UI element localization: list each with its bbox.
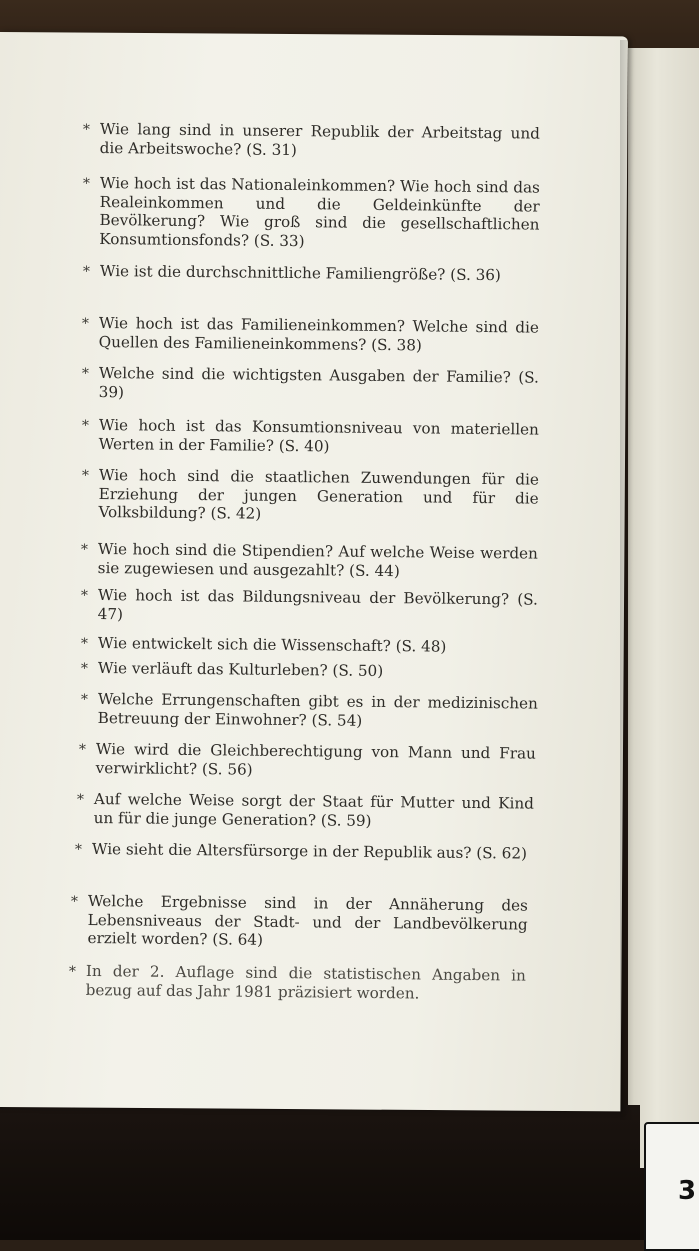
- item-text: Wie hoch ist das Familieneinkommen? Welche sind die Quellen des Familieneinkommens? (S. 38): [98, 314, 539, 354]
- item-text: Auf welche Weise sorgt der Staat für Mutter und Kind un für die junge Generation? (S. 59): [93, 790, 534, 830]
- asterisk-icon: *: [80, 541, 88, 558]
- item-text: Wie hoch sind die staatlichen Zuwendungen für die Erziehung der jungen Generation und für die Volksbildung? (S. 42): [98, 466, 539, 523]
- item-text: Wie hoch ist das Bildungsniveau der Bevölkerung? (S. 47): [97, 586, 538, 623]
- item-text: Welche Errungenschaften gibt es in der medizinischen Betreuung der Einwohner? (S. 54): [97, 690, 538, 730]
- asterisk-icon: *: [82, 263, 90, 280]
- list-item: [80, 634, 538, 657]
- list-item: [80, 690, 538, 732]
- asterisk-icon: *: [80, 635, 88, 652]
- asterisk-icon: *: [81, 365, 89, 382]
- asterisk-icon: *: [80, 660, 88, 677]
- library-label-number: 3: [678, 1176, 697, 1206]
- asterisk-icon: *: [81, 467, 89, 484]
- item-text: In der 2. Auflage sind die statistischen Angaben in bezug auf das Jahr 1981 präzisiert worden.: [85, 962, 526, 1002]
- footnote: [68, 962, 526, 1004]
- asterisk-icon: *: [74, 841, 82, 858]
- item-text: Welche sind die wichtigsten Ausgaben der Familie? (S. 39): [98, 364, 539, 401]
- item-text: Welche Ergebnisse sind in der Annäherung des Lebensniveaus der Stadt- und der Landbevölkerung erzielt worden? (S. 64): [87, 892, 528, 949]
- list-item: [81, 364, 539, 406]
- list-item: [70, 892, 528, 952]
- item-text: Wie wird die Gleichberechtigung von Mann und Frau verwirklicht? (S. 56): [95, 740, 536, 779]
- list-item: [80, 659, 538, 682]
- list-item: [81, 314, 539, 356]
- list-item: [80, 540, 538, 582]
- list-item: [76, 790, 534, 832]
- list-item: [80, 586, 538, 628]
- item-text: Wie ist die durchschnittliche Familiengröße? (S. 36): [99, 262, 501, 285]
- asterisk-icon: *: [76, 791, 84, 808]
- asterisk-icon: *: [70, 893, 78, 910]
- asterisk-icon: *: [80, 587, 88, 604]
- asterisk-icon: *: [82, 121, 90, 138]
- item-text: Wie lang sind in unserer Republik der Arbeitstag und die Arbeitswoche? (S. 31): [99, 120, 540, 159]
- asterisk-icon: *: [81, 315, 89, 332]
- list-item: [78, 740, 536, 782]
- item-text: Wie hoch sind die Stipendien? Auf welche Weise werden sie zugewiesen und ausgezahlt? (S. 44): [97, 540, 538, 580]
- item-text: Wie entwickelt sich die Wissenschaft? (S. 48): [97, 634, 447, 656]
- item-text: Wie hoch ist das Nationaleinkommen? Wie hoch sind das Realeinkommen und die Geldeinkünfte der Bevölkerung? Wie groß sind die gesellschaftlichen Konsumtionsfonds? (S. 33): [99, 174, 540, 250]
- item-text: Wie verläuft das Kulturleben? (S. 50): [97, 659, 384, 680]
- asterisk-icon: *: [82, 175, 90, 192]
- list-item: [82, 262, 540, 285]
- asterisk-icon: *: [81, 417, 89, 434]
- asterisk-icon: *: [68, 963, 76, 980]
- item-text: Wie sieht die Altersfürsorge in der Republik aus? (S. 62): [91, 840, 528, 863]
- asterisk-icon: *: [80, 691, 88, 708]
- list-item: [74, 840, 532, 863]
- list-item: [81, 416, 539, 458]
- list-item: [81, 466, 539, 526]
- list-item: [82, 120, 540, 162]
- item-text: Wie hoch ist das Konsumtionsniveau von materiellen Werten in der Familie? (S. 40): [98, 416, 539, 455]
- list-item: [82, 174, 540, 253]
- asterisk-icon: *: [78, 741, 86, 758]
